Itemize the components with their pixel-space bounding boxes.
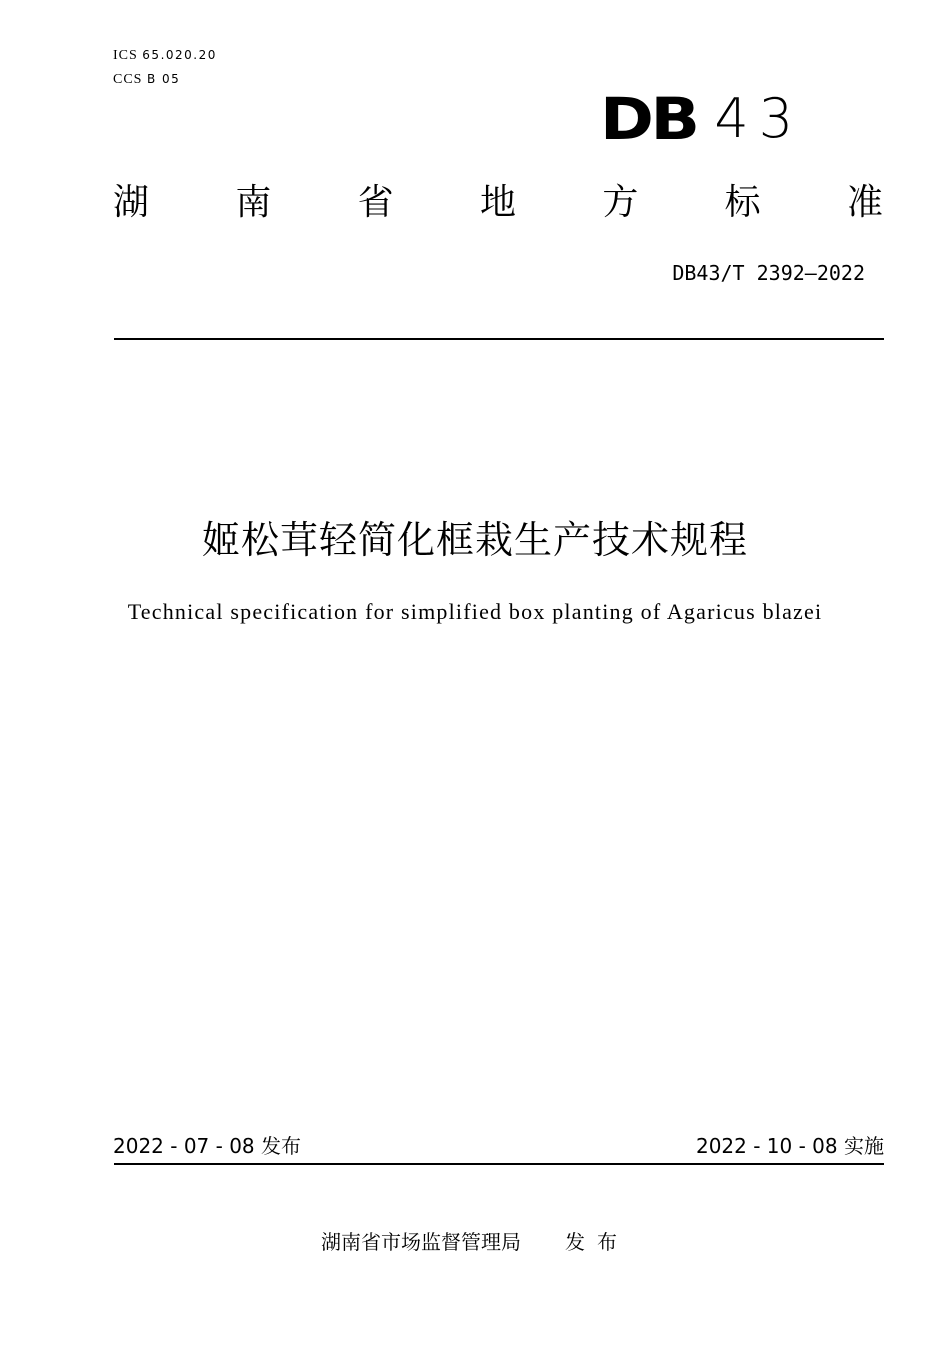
standard-type-char: 标 xyxy=(724,182,761,223)
province-code: 43 xyxy=(714,87,804,150)
standard-type-char: 南 xyxy=(235,182,272,223)
document-title-cn: 姬松茸轻简化框栽生产技术规程 xyxy=(201,518,748,562)
standard-type-char: 地 xyxy=(479,182,516,223)
header-divider xyxy=(114,338,884,340)
standard-type-char: 方 xyxy=(602,182,639,223)
issuer-name: 湖南省市场监督管理局 xyxy=(321,1230,521,1254)
standard-type-char: 准 xyxy=(846,182,883,223)
ics-classification xyxy=(113,47,217,64)
ics-label: ICS xyxy=(113,48,138,63)
ccs-classification xyxy=(113,71,180,88)
ccs-code: B 05 xyxy=(146,72,181,86)
issuer-action: 发布 xyxy=(565,1230,629,1254)
db-standard-mark xyxy=(600,85,804,153)
document-title-en: Technical specification for simplified box planting of Agaricus blazei xyxy=(127,599,823,624)
ics-code: 65.020.20 xyxy=(142,48,217,62)
standard-type-char: 湖 xyxy=(113,182,150,223)
ccs-label: CCS xyxy=(113,72,143,87)
footer-divider xyxy=(114,1163,884,1165)
issuer-line xyxy=(0,1228,950,1256)
standard-type-heading xyxy=(113,180,883,226)
standard-type-char: 省 xyxy=(357,182,394,223)
implementation-date: 2022 - 10 - 08 实施 xyxy=(695,1134,884,1158)
standard-number: DB43/T 2392—2022 xyxy=(672,261,865,285)
issue-date: 2022 - 07 - 08 发布 xyxy=(113,1134,302,1158)
db-logo: DB xyxy=(600,85,697,153)
